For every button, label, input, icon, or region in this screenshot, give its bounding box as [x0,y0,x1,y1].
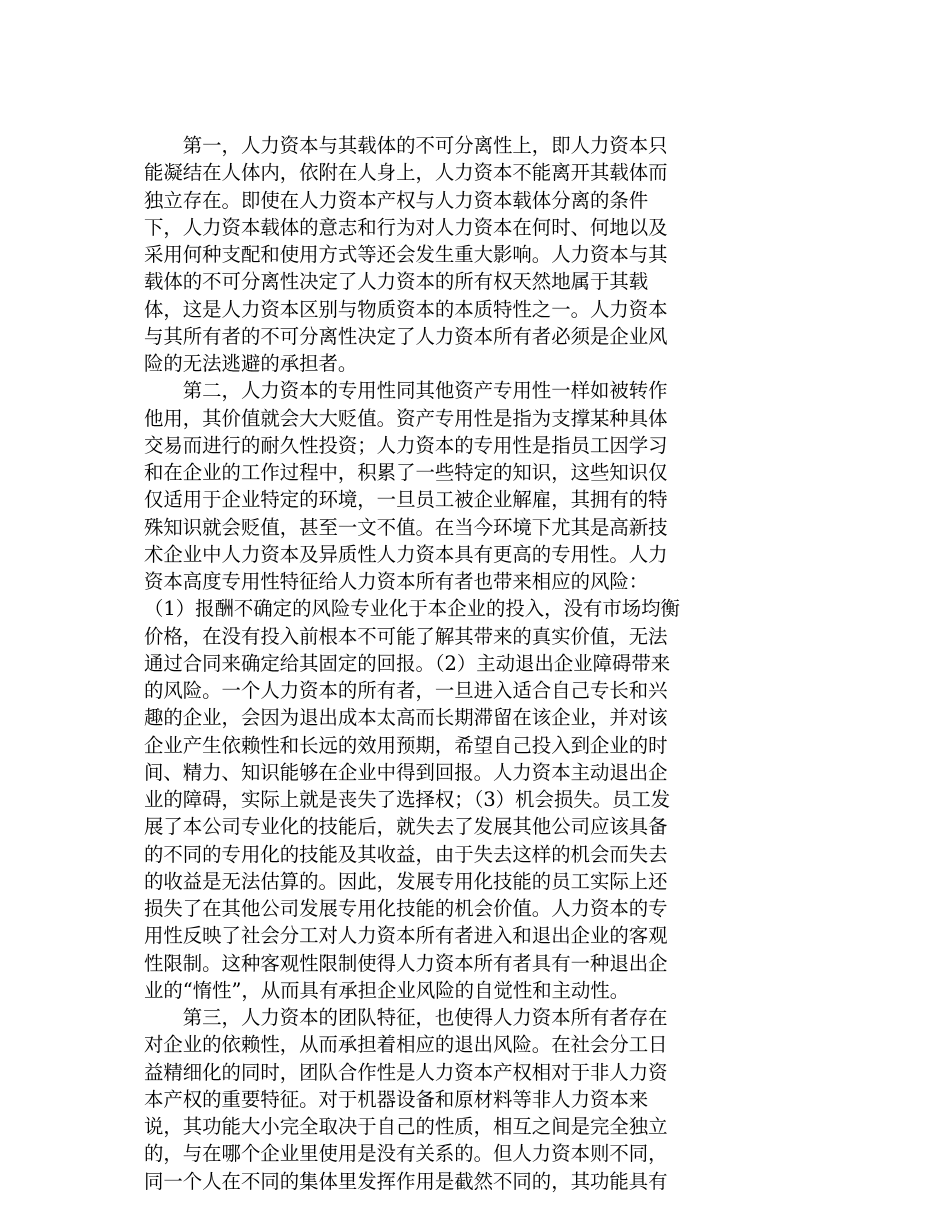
text-line: 交易而进行的耐久性投资；人力资本的专用性是指员工因学习 [144,433,668,457]
text-line: 仅适用于企业特定的环境，一旦员工被企业解雇，其拥有的特 [144,488,668,512]
text-line: 的收益是无法估算的。因此，发展专用化技能的员工实际上还 [144,869,668,893]
text-line: 他用，其价值就会大大贬值。资产专用性是指为支撑某种具体 [144,406,668,430]
text-line: 业的“惰性”，从而具有承担企业风险的自觉性和主动性。 [144,978,630,1002]
text-line: 企业产生依赖性和长远的效用预期，希望自己投入到企业的时 [144,733,668,757]
text-line: 险的无法逃避的承担者。 [144,352,358,375]
text-line: 第二，人力资本的专用性同其他资产专用性一样如被转作 [144,379,668,403]
text-line: 与其所有者的不可分离性决定了人力资本所有者必须是企业风 [144,324,668,348]
text-line: 第三，人力资本的团队特征，也使得人力资本所有者存在 [144,1006,668,1029]
text-line: 说，其功能大小完全取决于自己的性质，相互之间是完全独立 [144,1115,668,1138]
text-line: 对企业的依赖性，从而承担着相应的退出风险。在社会分工日 [144,1033,668,1057]
text-line: 术企业中人力资本及异质性人力资本具有更高的专用性。人力 [144,542,668,566]
text-line: 价格，在没有投入前根本不可能了解其带来的真实价值，无法 [144,624,668,648]
text-line: 间、精力、知识能够在企业中得到回报。人力资本主动退出企 [144,760,668,784]
text-line: 通过合同来确定给其固定的回报。（2）主动退出企业障碍带来 [144,651,671,675]
text-line: 损失了在其他公司发展专用化技能的机会价值。人力资本的专 [144,897,668,920]
text-line: 独立存在。即使在人力资本产权与人力资本载体分离的条件 [144,188,649,212]
text-line: （1）报酬不确定的风险专业化于本企业的投入，没有市场均衡 [144,597,680,621]
text-line: 展了本公司专业化的技能后，就失去了发展其他公司应该具备 [144,815,668,839]
text-line: 资本高度专用性特征给人力资本所有者也带来相应的风险： [144,570,649,593]
text-line: 趣的企业，会因为退出成本太高而长期滞留在该企业，并对该 [144,706,668,730]
text-line: 的不同的专用化的技能及其收益，由于失去这样的机会而失去 [144,842,668,866]
text-line: 殊知识就会贬值，甚至一文不值。在当今环境下尤其是高新技 [144,515,668,539]
text-line: 的，与在哪个企业里使用是没有关系的。但人力资本则不同， [144,1142,668,1166]
text-line: 体，这是人力资本区别与物质资本的本质特性之一。人力资本 [144,297,668,321]
text-line: 第一，人力资本与其载体的不可分离性上，即人力资本只 [144,134,668,157]
text-line: 业的障碍，实际上就是丧失了选择权；（3）机会损失。员工发 [144,788,671,811]
text-line: 本产权的重要特征。对于机器设备和原材料等非人力资本来 [144,1087,649,1111]
document-body [144,132,734,1195]
text-line: 用性反映了社会分工对人力资本所有者进入和退出企业的客观 [144,924,668,948]
text-line: 和在企业的工作过程中，积累了一些特定的知识，这些知识仅 [144,461,668,484]
text-line: 采用何种支配和使用方式等还会发生重大影响。人力资本与其 [144,243,668,266]
text-line: 下，人力资本载体的意志和行为对人力资本在何时、何地以及 [144,215,668,239]
text-line: 同一个人在不同的集体里发挥作用是截然不同的，其功能具有 [144,1169,668,1193]
text-line: 性限制。这种客观性限制使得人力资本所有者具有一种退出企 [144,951,668,975]
text-line: 的风险。一个人力资本的所有者，一旦进入适合自己专长和兴 [144,679,668,702]
text-line: 益精细化的同时，团队合作性是人力资本产权相对于非人力资 [144,1060,668,1084]
text-line: 载体的不可分离性决定了人力资本的所有权天然地属于其载 [144,270,649,294]
text-line: 能凝结在人体内，依附在人身上，人力资本不能离开其载体而 [144,161,668,185]
